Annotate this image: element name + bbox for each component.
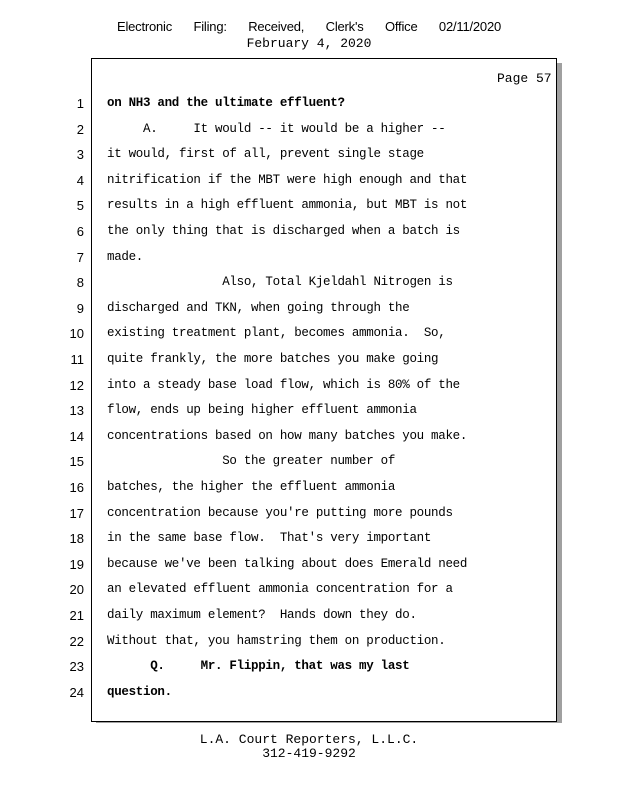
line-text: the only thing that is discharged when a batch is bbox=[107, 224, 460, 238]
line-number: 9 bbox=[76, 300, 84, 316]
line-number: 2 bbox=[76, 121, 84, 137]
transcript-line bbox=[0, 270, 618, 296]
stamp-word: Received, bbox=[248, 19, 305, 34]
transcript-line bbox=[0, 475, 618, 501]
line-text: flow, ends up being higher effluent ammonia bbox=[107, 403, 417, 418]
line-text: Q. Mr. Flippin, that was my last bbox=[107, 659, 410, 674]
line-number: 18 bbox=[69, 531, 84, 547]
transcript-line bbox=[0, 424, 618, 450]
transcript-line bbox=[0, 603, 618, 629]
line-number: 14 bbox=[69, 428, 84, 444]
line-number: 23 bbox=[69, 659, 84, 675]
line-text: made. bbox=[107, 249, 144, 264]
transcript-line bbox=[0, 347, 618, 373]
line-number: 20 bbox=[69, 582, 84, 598]
line-number: 13 bbox=[69, 403, 84, 419]
transcript-line bbox=[0, 373, 618, 399]
line-text: nitrification if the MBT were high enough and that bbox=[107, 172, 468, 187]
transcript-line bbox=[0, 219, 618, 245]
transcript-line bbox=[0, 654, 618, 680]
line-text: into a steady base load flow, which is 80% of the bbox=[107, 377, 460, 392]
line-number: 19 bbox=[69, 556, 84, 572]
line-text: discharged and TKN, when going through the bbox=[107, 300, 410, 315]
filing-stamp bbox=[0, 19, 618, 34]
transcript-line bbox=[0, 526, 618, 552]
line-text: an elevated effluent ammonia concentration for a bbox=[107, 582, 453, 597]
line-text: batches, the higher the effluent ammonia bbox=[107, 480, 396, 494]
transcript-line bbox=[0, 629, 618, 655]
transcript-line bbox=[0, 398, 618, 424]
stamp-date: 02/11/2020 bbox=[438, 19, 502, 34]
line-number: 15 bbox=[69, 454, 84, 470]
line-text: because we've been talking about does Emerald need bbox=[107, 556, 468, 571]
transcript-line bbox=[0, 449, 618, 475]
line-number: 8 bbox=[76, 275, 84, 291]
transcript-line bbox=[0, 117, 618, 143]
line-number: 6 bbox=[76, 224, 84, 239]
line-number: 1 bbox=[76, 96, 84, 111]
transcript-date: February 4, 2020 bbox=[246, 36, 372, 51]
line-text: concentration because you're putting more pounds bbox=[107, 505, 453, 520]
line-number: 24 bbox=[69, 684, 84, 700]
line-number: 7 bbox=[76, 249, 84, 265]
transcript-line bbox=[0, 321, 618, 347]
line-number: 16 bbox=[69, 480, 84, 495]
line-number: 12 bbox=[69, 377, 84, 393]
reporter-phone: 312-419-9292 bbox=[262, 746, 356, 761]
line-text: Without that, you hamstring them on production. bbox=[107, 633, 446, 648]
stamp-word: Office bbox=[384, 19, 418, 34]
line-text: quite frankly, the more batches you make going bbox=[107, 352, 439, 366]
stamp-word: Filing: bbox=[193, 19, 227, 34]
line-number: 22 bbox=[69, 633, 84, 649]
transcript-line bbox=[0, 142, 618, 168]
reporter-company: L.A. Court Reporters, L.L.C. bbox=[199, 732, 419, 747]
line-text: results in a high effluent ammonia, but MBT is not bbox=[107, 198, 468, 213]
line-number: 4 bbox=[76, 172, 84, 188]
page-number: Page 57 bbox=[497, 71, 552, 86]
stamp-word: Clerk's bbox=[325, 19, 364, 34]
transcript-line bbox=[0, 168, 618, 194]
transcript-line bbox=[0, 245, 618, 271]
line-number: 3 bbox=[76, 147, 84, 163]
line-text: question. bbox=[107, 684, 172, 699]
transcript-line bbox=[0, 501, 618, 527]
line-number: 10 bbox=[69, 326, 84, 342]
line-number: 17 bbox=[69, 505, 84, 521]
line-number: 21 bbox=[69, 608, 84, 623]
line-text: it would, first of all, prevent single stage bbox=[107, 147, 424, 162]
transcript-line bbox=[0, 296, 618, 322]
transcript-line bbox=[0, 91, 618, 117]
line-text: So the greater number of bbox=[107, 454, 396, 469]
line-text: on NH3 and the ultimate effluent? bbox=[107, 96, 345, 110]
line-text: A. It would -- it would be a higher -- bbox=[107, 121, 446, 136]
line-number: 11 bbox=[70, 352, 84, 367]
transcript-line bbox=[0, 680, 618, 706]
line-number: 5 bbox=[76, 198, 84, 214]
line-text: concentrations based on how many batches you make. bbox=[107, 428, 468, 443]
line-text: daily maximum element? Hands down they do. bbox=[107, 608, 417, 622]
line-text: Also, Total Kjeldahl Nitrogen is bbox=[107, 275, 453, 290]
line-text: existing treatment plant, becomes ammonia. So, bbox=[107, 326, 446, 341]
transcript-line bbox=[0, 552, 618, 578]
stamp-word: Electronic bbox=[116, 19, 173, 34]
transcript-line bbox=[0, 193, 618, 219]
transcript-line bbox=[0, 577, 618, 603]
line-text: in the same base flow. That's very important bbox=[107, 531, 432, 546]
